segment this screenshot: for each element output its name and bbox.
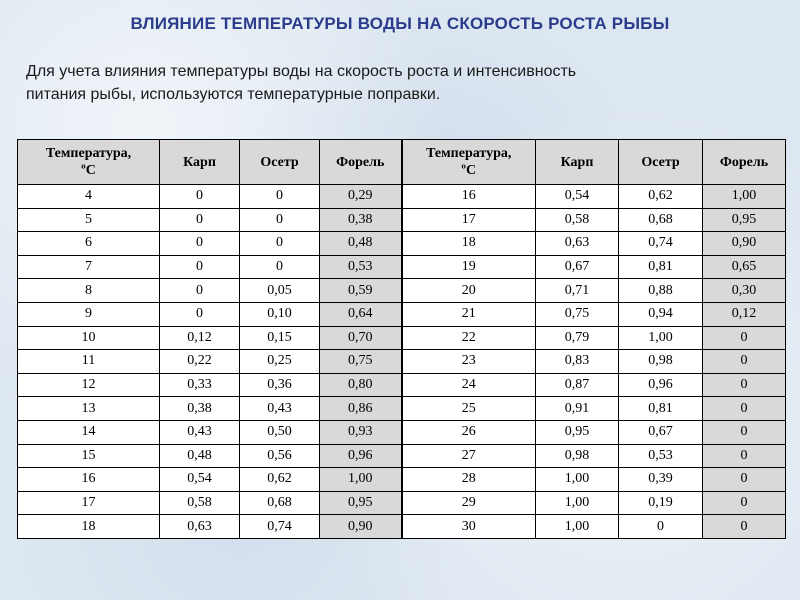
trout-cell: 0: [703, 444, 786, 468]
carp-cell: 0,95: [536, 420, 619, 444]
sturgeon-cell: 0,05: [240, 279, 320, 303]
sturgeon-cell: 0,56: [240, 444, 320, 468]
sturgeon-cell: 0,50: [240, 420, 320, 444]
trout-cell: 0,96: [320, 444, 402, 468]
temperature-cell: 5: [18, 208, 160, 232]
sturgeon-cell: 0,62: [240, 468, 320, 492]
temperature-cell: 9: [18, 302, 160, 326]
carp-cell: 0,63: [536, 232, 619, 256]
temperature-cell: 6: [18, 232, 160, 256]
table-row: [18, 515, 786, 539]
carp-cell: 0,71: [536, 279, 619, 303]
carp-cell: 0: [160, 185, 240, 209]
carp-cell: 1,00: [536, 515, 619, 539]
temperature-cell: 4: [18, 185, 160, 209]
header-carp: Карп: [160, 140, 240, 185]
temperature-cell: 14: [18, 420, 160, 444]
sturgeon-cell: 0,98: [619, 350, 703, 374]
header-temperature-label-2: Температура,: [426, 146, 512, 161]
intro-line-2: питания рыбы, используются температурные поправки.: [26, 86, 441, 103]
carp-cell: 1,00: [536, 468, 619, 492]
temperature-cell: 26: [402, 420, 536, 444]
carp-cell: 0,63: [160, 515, 240, 539]
header-temperature-label: Температура,: [45, 146, 132, 161]
temperature-cell: 16: [402, 185, 536, 209]
temperature-cell: 15: [18, 444, 160, 468]
trout-cell: 0,90: [703, 232, 786, 256]
table-row: [18, 185, 786, 209]
trout-cell: 0,86: [320, 397, 402, 421]
trout-cell: 0,59: [320, 279, 402, 303]
header-temperature-unit: ºС: [81, 163, 96, 178]
carp-cell: 0,98: [536, 444, 619, 468]
carp-cell: 0,54: [160, 468, 240, 492]
temperature-cell: 10: [18, 326, 160, 350]
table-row: [18, 255, 786, 279]
table-row: [18, 468, 786, 492]
table-row: [18, 279, 786, 303]
table-row: [18, 444, 786, 468]
header-sturgeon: Осетр: [240, 140, 320, 185]
table-header-row: [18, 140, 786, 185]
sturgeon-cell: 0,74: [619, 232, 703, 256]
trout-cell: 0,95: [320, 491, 402, 515]
trout-cell: 0,30: [703, 279, 786, 303]
trout-cell: 0,95: [703, 208, 786, 232]
carp-cell: 0,38: [160, 397, 240, 421]
table-row: [18, 232, 786, 256]
trout-cell: 0: [703, 468, 786, 492]
temperature-cell: 13: [18, 397, 160, 421]
table-row: [18, 350, 786, 374]
trout-cell: 0,70: [320, 326, 402, 350]
trout-cell: 0,48: [320, 232, 402, 256]
sturgeon-cell: 0,39: [619, 468, 703, 492]
sturgeon-cell: 0: [240, 232, 320, 256]
sturgeon-cell: 0,67: [619, 420, 703, 444]
temperature-cell: 22: [402, 326, 536, 350]
temperature-correction-table: [17, 139, 786, 539]
carp-cell: 0,48: [160, 444, 240, 468]
trout-cell: 0,90: [320, 515, 402, 539]
sturgeon-cell: 1,00: [619, 326, 703, 350]
trout-cell: 0,65: [703, 255, 786, 279]
sturgeon-cell: 0,94: [619, 302, 703, 326]
trout-cell: 1,00: [703, 185, 786, 209]
temperature-cell: 30: [402, 515, 536, 539]
temperature-cell: 11: [18, 350, 160, 374]
table-row: [18, 208, 786, 232]
carp-cell: 0: [160, 208, 240, 232]
carp-cell: 0: [160, 302, 240, 326]
carp-cell: 0,83: [536, 350, 619, 374]
temperature-cell: 18: [18, 515, 160, 539]
trout-cell: 0,93: [320, 420, 402, 444]
temperature-cell: 17: [402, 208, 536, 232]
carp-cell: 0,22: [160, 350, 240, 374]
header-trout-2: Форель: [703, 140, 786, 185]
carp-cell: 0,58: [536, 208, 619, 232]
trout-cell: 0: [703, 326, 786, 350]
temperature-cell: 28: [402, 468, 536, 492]
sturgeon-cell: 0,88: [619, 279, 703, 303]
sturgeon-cell: 0,36: [240, 373, 320, 397]
trout-cell: 0,29: [320, 185, 402, 209]
header-temperature: [18, 140, 160, 185]
trout-cell: 0: [703, 491, 786, 515]
trout-cell: 0,53: [320, 255, 402, 279]
sturgeon-cell: 0,74: [240, 515, 320, 539]
sturgeon-cell: 0: [240, 255, 320, 279]
temperature-cell: 16: [18, 468, 160, 492]
table-row: [18, 420, 786, 444]
header-carp-2: Карп: [536, 140, 619, 185]
trout-cell: 0,38: [320, 208, 402, 232]
sturgeon-cell: 0,81: [619, 397, 703, 421]
sturgeon-cell: 0,62: [619, 185, 703, 209]
temperature-cell: 12: [18, 373, 160, 397]
intro-text: [26, 60, 746, 106]
carp-cell: 0: [160, 255, 240, 279]
sturgeon-cell: 0: [619, 515, 703, 539]
carp-cell: 0: [160, 279, 240, 303]
sturgeon-cell: 0,96: [619, 373, 703, 397]
temperature-cell: 23: [402, 350, 536, 374]
table-row: [18, 326, 786, 350]
temperature-cell: 20: [402, 279, 536, 303]
temperature-cell: 21: [402, 302, 536, 326]
sturgeon-cell: 0,81: [619, 255, 703, 279]
sturgeon-cell: 0,68: [619, 208, 703, 232]
temperature-cell: 24: [402, 373, 536, 397]
temperature-cell: 25: [402, 397, 536, 421]
header-trout: Форель: [320, 140, 402, 185]
carp-cell: 0,12: [160, 326, 240, 350]
header-sturgeon-2: Осетр: [619, 140, 703, 185]
trout-cell: 0,64: [320, 302, 402, 326]
carp-cell: 0,33: [160, 373, 240, 397]
trout-cell: 0: [703, 350, 786, 374]
carp-cell: 0,43: [160, 420, 240, 444]
trout-cell: 0: [703, 397, 786, 421]
temperature-cell: 27: [402, 444, 536, 468]
temperature-cell: 17: [18, 491, 160, 515]
table-row: [18, 302, 786, 326]
trout-cell: 0: [703, 515, 786, 539]
temperature-cell: 19: [402, 255, 536, 279]
sturgeon-cell: 0,10: [240, 302, 320, 326]
sturgeon-cell: 0: [240, 185, 320, 209]
table-row: [18, 491, 786, 515]
sturgeon-cell: 0,15: [240, 326, 320, 350]
sturgeon-cell: 0,53: [619, 444, 703, 468]
carp-cell: 0,79: [536, 326, 619, 350]
table-row: [18, 397, 786, 421]
trout-cell: 0,80: [320, 373, 402, 397]
carp-cell: 0,67: [536, 255, 619, 279]
sturgeon-cell: 0: [240, 208, 320, 232]
table-row: [18, 373, 786, 397]
carp-cell: 0,91: [536, 397, 619, 421]
carp-cell: 0,54: [536, 185, 619, 209]
trout-cell: 0,75: [320, 350, 402, 374]
trout-cell: 0: [703, 373, 786, 397]
sturgeon-cell: 0,19: [619, 491, 703, 515]
trout-cell: 0: [703, 420, 786, 444]
table-body: [18, 185, 786, 539]
temperature-cell: 7: [18, 255, 160, 279]
carp-cell: 0,87: [536, 373, 619, 397]
temperature-cell: 18: [402, 232, 536, 256]
trout-cell: 0,12: [703, 302, 786, 326]
header-temperature-unit-2: ºС: [461, 163, 477, 178]
header-temperature-2: [402, 140, 536, 185]
temperature-cell: 8: [18, 279, 160, 303]
sturgeon-cell: 0,25: [240, 350, 320, 374]
slide-title: ВЛИЯНИЕ ТЕМПЕРАТУРЫ ВОДЫ НА СКОРОСТЬ РОСТА РЫБЫ: [130, 14, 670, 33]
intro-line-1: Для учета влияния температуры воды на скорость роста и интенсивность: [26, 63, 577, 80]
temperature-cell: 29: [402, 491, 536, 515]
carp-cell: 0,58: [160, 491, 240, 515]
sturgeon-cell: 0,68: [240, 491, 320, 515]
sturgeon-cell: 0,43: [240, 397, 320, 421]
trout-cell: 1,00: [320, 468, 402, 492]
carp-cell: 1,00: [536, 491, 619, 515]
carp-cell: 0: [160, 232, 240, 256]
carp-cell: 0,75: [536, 302, 619, 326]
